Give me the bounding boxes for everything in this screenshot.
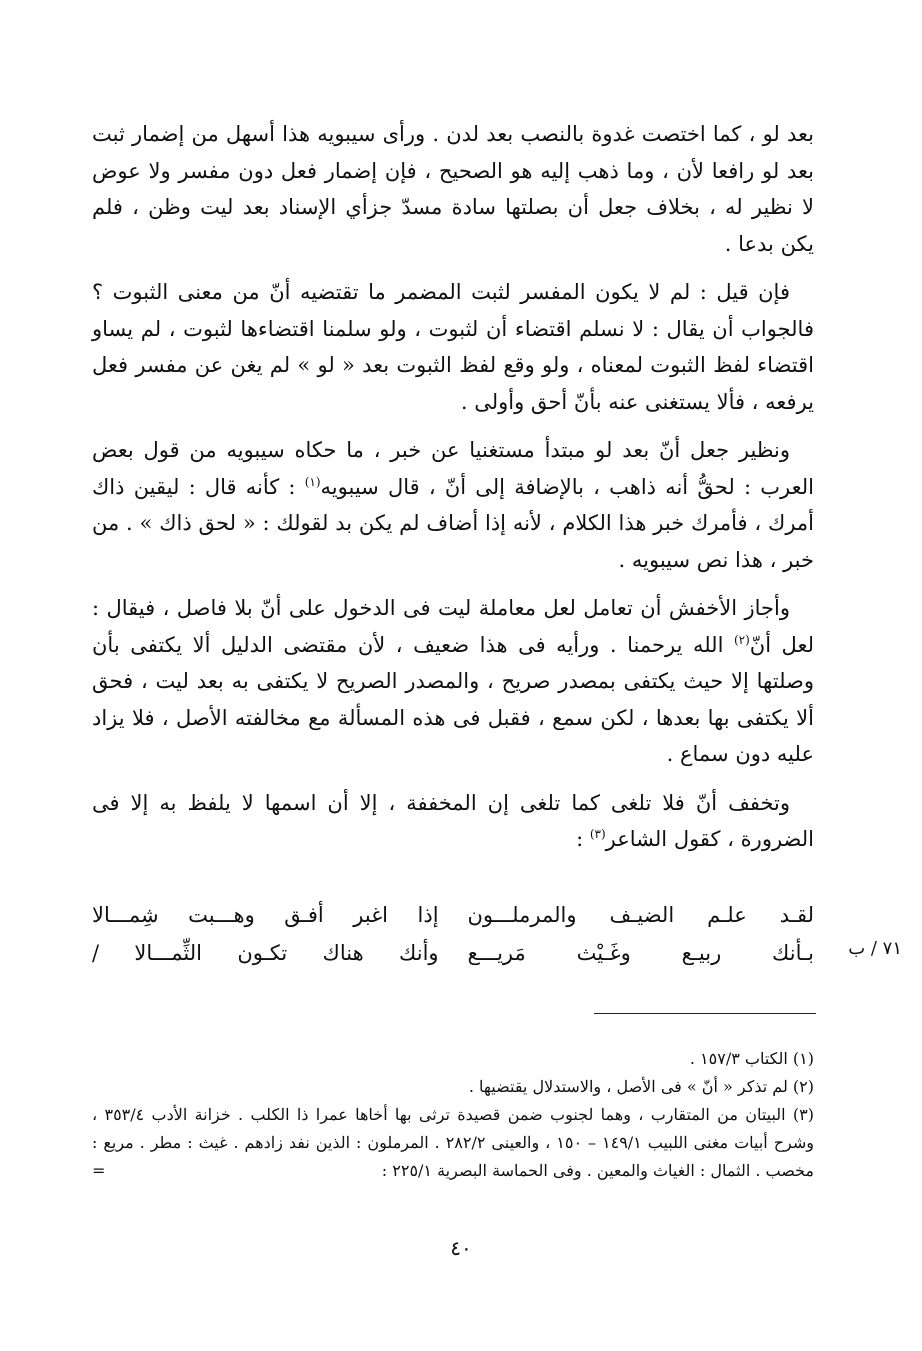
continuation-mark: =: [92, 1161, 106, 1180]
footnote-3-text: (٣) البيتان من المتقارب ، وهما لجنوب ضمن قصيدة ترثى بها أخاها عمرا ذا الكلب . خزانة الأدب ٣٥٣/٤ ، وشرح أبيات مغنى اللبيب ١٤٩/١ – ١٥٠ ، والعينى ٢٨٢/٢ . المرملون : الذين نفد زادهم . غيث : مطر . مريع : مخصب . الثمال : الغياث والمعين . وفى الحماسة البصرية ٢٢٥/١ :: [92, 1105, 815, 1180]
manuscript-folio-reference: ٧١ / ب: [848, 938, 902, 959]
paragraph-2: [92, 274, 814, 420]
verse-2-first-hemistich: بـأنك ربيـع وغَـيْث مَريـــع: [467, 941, 814, 965]
footnote-1: (١) الكتاب ١٥٧/٣ .: [689, 1049, 814, 1068]
paragraph-1-text: بعد لو ، كما اختصت غدوة بالنصب بعد لدن . ورأى سيبويه هذا أسهل من إضمار ثبت بعد لو رافعا لأن ، وما ذهب إليه هو الصحيح ، فإن إضمار فعل دون مفسر ولا عوض لا نظير له ، بخلاف جعل أن بصلتها سادة مسدّ جزأي الإسناد بعد ليت وظن ، فلم يكن بدعا .: [92, 122, 814, 256]
verse-line-1: [92, 896, 814, 934]
poem-verse: [92, 896, 814, 972]
paragraph-4-text-before: وأجاز الأخفش أن تعامل لعل معاملة ليت فى الدخول على أنّ بلا فاصل ، فيقال : لعل أنّ: [92, 596, 814, 657]
paragraph-3-text-after: : كأنه قال : ليقين ذاك أمرك ، فأمرك خبر هذا الكلام ، لأنه إذا أضاف لم يكن بد لقولك : « لحق ذاك » . من خبر ، هذا نص سيبويه .: [92, 474, 814, 572]
paragraph-4-text-after: الله يرحمنا . ورأيه فى هذا ضعيف ، لأن مقتضى الدليل ألا يكتفى بأن وصلتها إلا حيث يكتفى بمصدر صريح ، والمصدر الصريح لا يكتفى به بعد ليت ، فحق ألا يكتفى بها بعدها ، لكن سمع ، فقبل فى هذه المسألة مع مخالفته الأصل ، فلا يزاد عليه دون سماع .: [92, 632, 814, 766]
paragraph-1: [92, 116, 814, 262]
footnote-marker-1: (١): [304, 474, 321, 489]
main-text: [92, 116, 814, 870]
verse-1-second-hemistich: إذا اغبر أفـق وهـــبت شِمـــالا: [92, 903, 439, 927]
footnote-marker-2: (٢): [733, 632, 750, 647]
footnotes: [92, 1045, 814, 1185]
paragraph-3: [92, 432, 814, 578]
footnote-marker-3: (٣): [589, 827, 606, 841]
footnote-separator: [594, 1013, 816, 1014]
paragraph-4: [92, 590, 814, 773]
footnote-2: (٢) لم تذكر « أنّ » فى الأصل ، والاستدلال يقتضيها .: [468, 1077, 814, 1096]
verse-line-2: [92, 934, 814, 972]
paragraph-5-text-after: :: [576, 827, 590, 851]
paragraph-5-text-before: وتخفف أنّ فلا تلغى كما تلغى إن المخففة ، إلا أن اسمها لا يلفظ به إلا فى الضرورة ، كقول الشاعر: [92, 790, 814, 851]
paragraph-2-text: فإن قيل : لم لا يكون المفسر لثبت المضمر ما تقتضيه أنّ من معنى الثبوت ؟ فالجواب أن يقال : لا نسلم اقتضاء أن لثبوت ، ولو سلمنا اقتضاءها لثبوت ، لم يساو اقتضاء لفظ الثبوت لمعناه ، ولو وقع لفظ الثبوت بعد « لو » لم يغن عن مفسر فعل يرفعه ، فألا يستغنى عنه بأنّ أحق وأولى .: [92, 280, 814, 414]
paragraph-3-text-before: ونظير جعل أنّ بعد لو مبتدأ مستغنيا عن خبر ، ما حكاه سيبويه من قول بعض العرب : لحقُّ أنه ذاهب ، بالإضافة إلى أنّ ، قال سيبويه: [92, 438, 814, 499]
page-number: ٤٠: [450, 1236, 472, 1260]
verse-1-first-hemistich: لقـد علـم الضيـف والمرملـــون: [467, 903, 814, 927]
footnote-3: [92, 1101, 814, 1185]
verse-2-second-hemistich: وأنك هناك تكـون الثِّمـــالا /: [92, 941, 439, 965]
paragraph-5: [92, 785, 814, 858]
